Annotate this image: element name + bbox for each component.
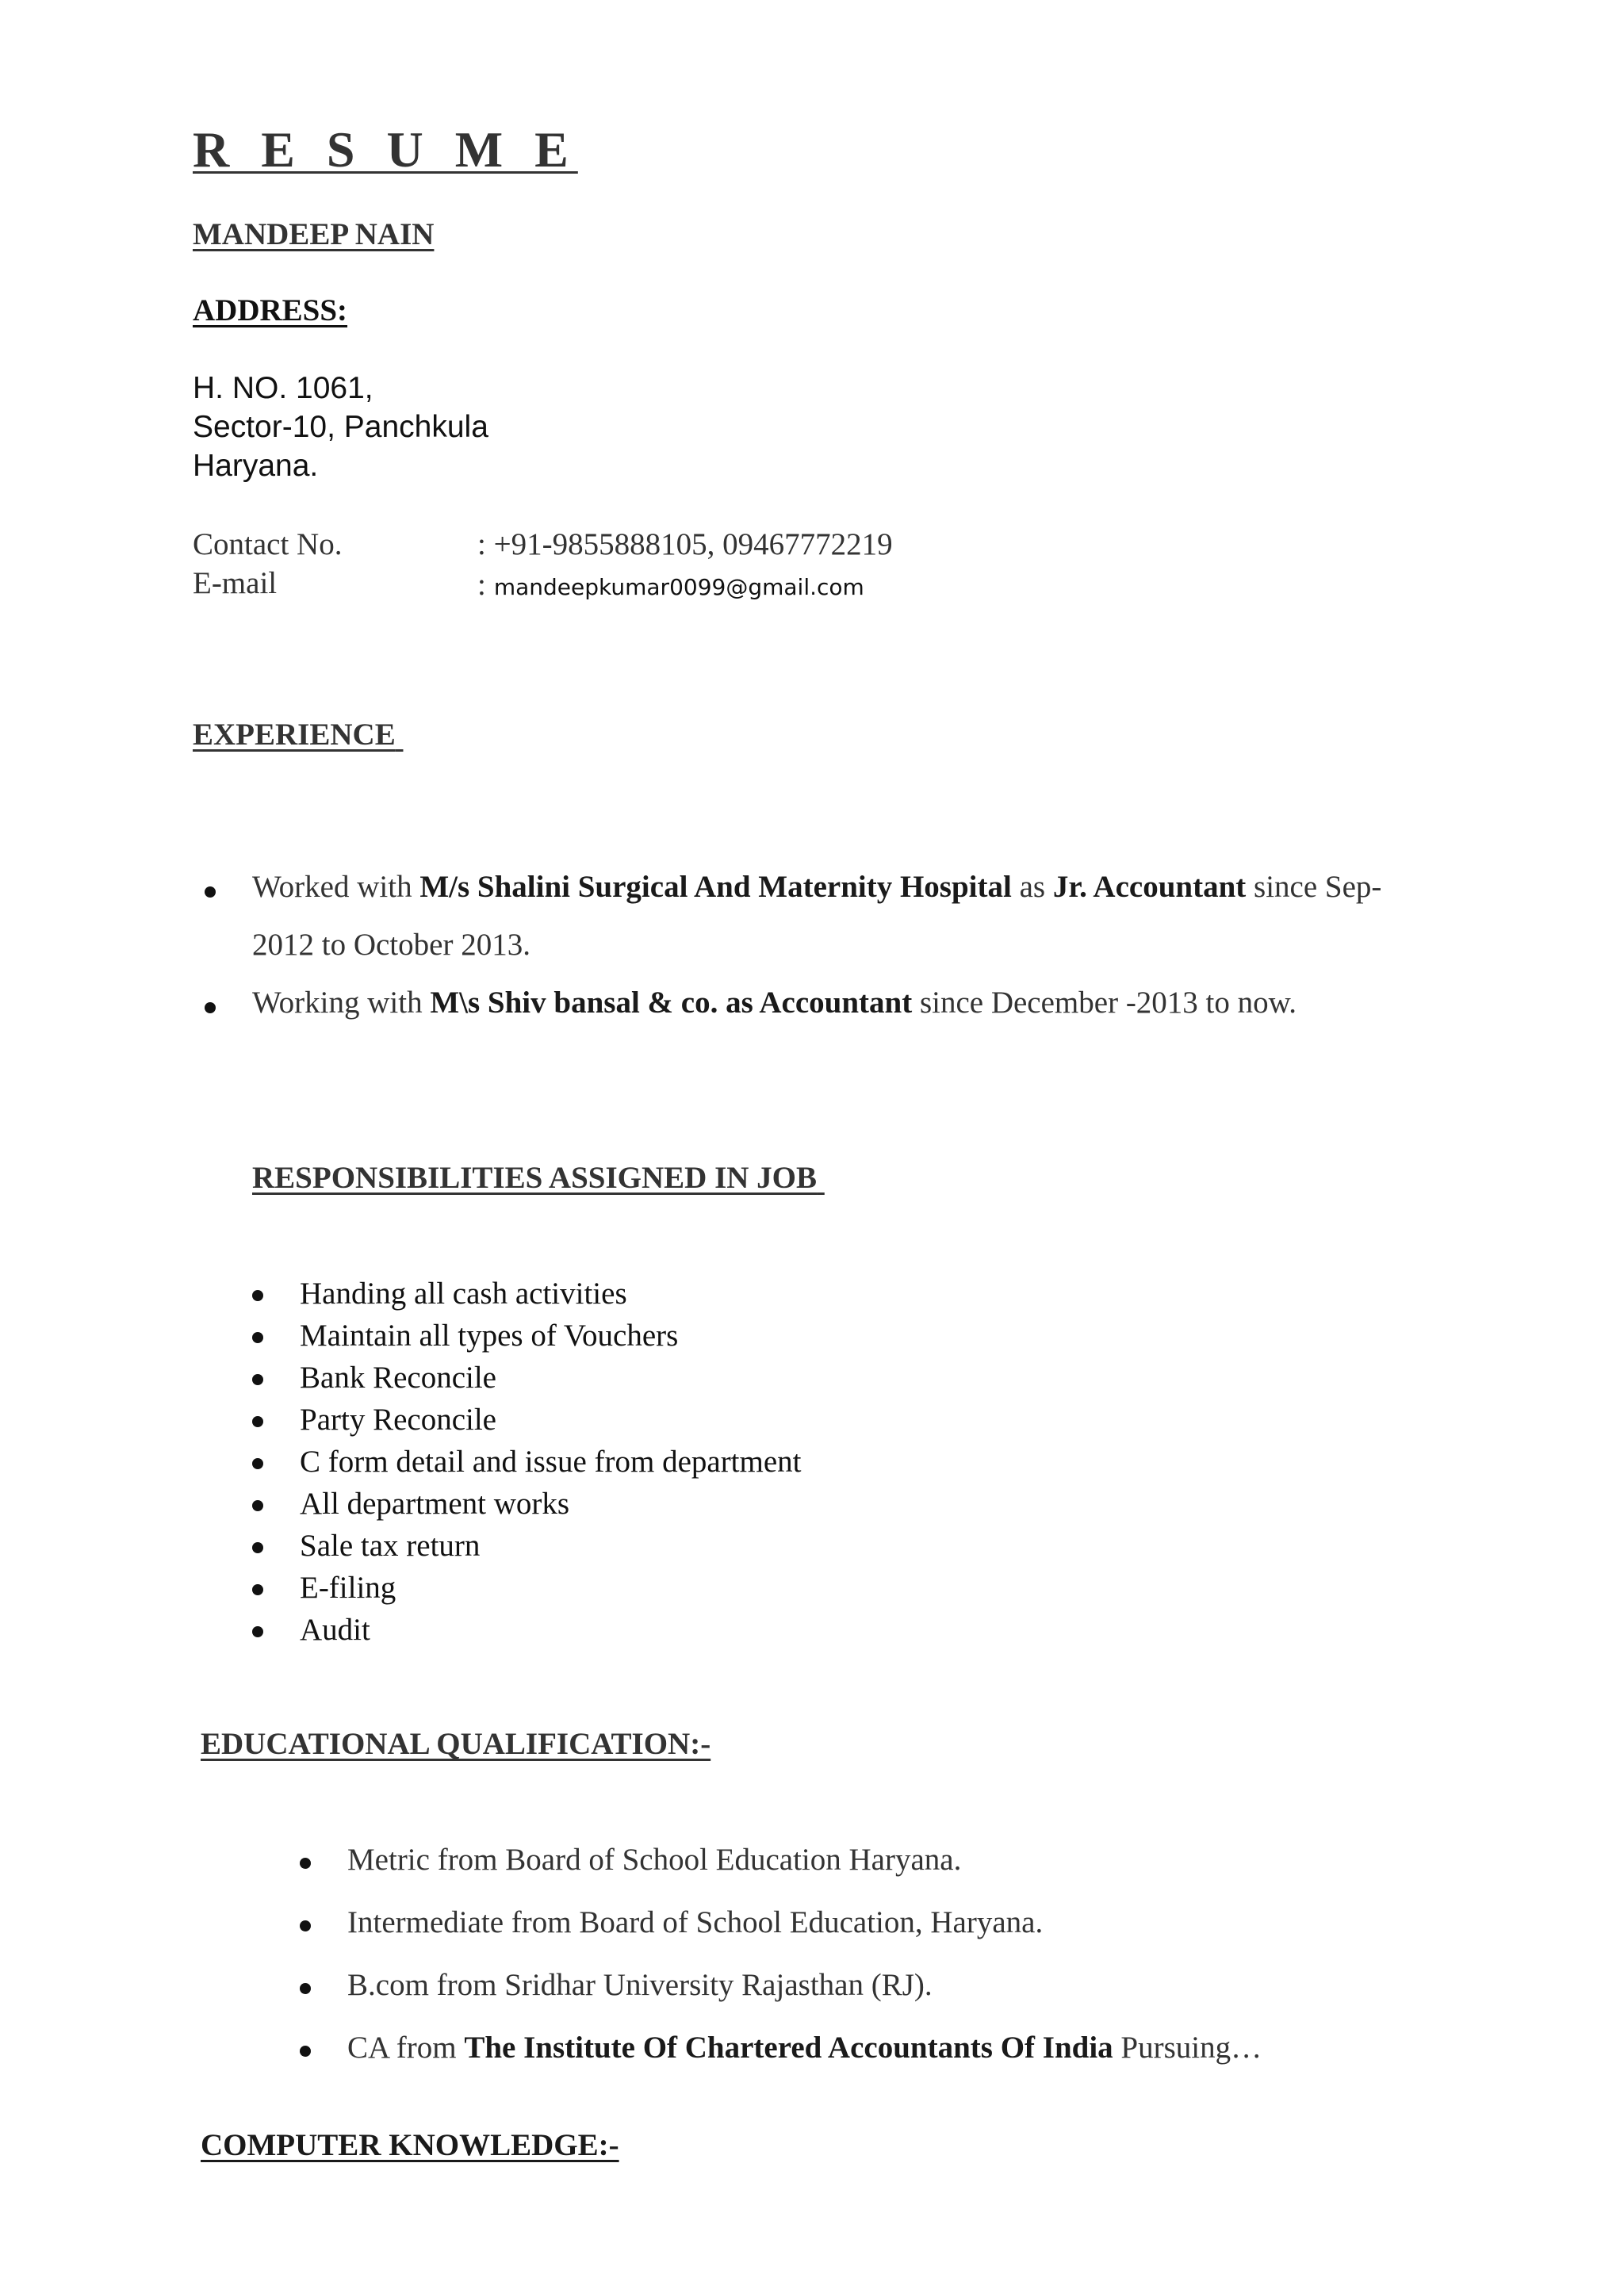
address-line-2: Sector-10, Panchkula [193, 410, 488, 444]
email-row [477, 567, 864, 603]
bullet-icon [252, 1290, 263, 1301]
bullet-icon [252, 1584, 263, 1595]
contact-value: : +91-9855888105, 09467772219 [477, 527, 893, 561]
email-value[interactable]: mandeepkumar0099@gmail.com [493, 574, 864, 600]
address-line-3: Haryana. [193, 449, 319, 483]
list-item: CA from The Institute Of Chartered Accountants Of India Pursuing… [347, 2030, 1262, 2065]
address-heading: ADDRESS: [193, 293, 348, 327]
bullet-icon [252, 1626, 263, 1637]
experience-heading: EXPERIENCE [193, 718, 396, 752]
list-item: B.com from Sridhar University Rajasthan (RJ). [347, 1967, 933, 2003]
bullet-icon [300, 1983, 311, 1994]
email-colon: : [477, 568, 486, 602]
address-line-1: H. NO. 1061, [193, 371, 373, 405]
bullet-icon [252, 1500, 263, 1511]
list-item-continuation: 2012 to October 2013. [252, 928, 530, 962]
bullet-icon [252, 1458, 263, 1469]
education-heading: EDUCATIONAL QUALIFICATION:- [201, 1727, 711, 1761]
list-item: Audit [300, 1612, 370, 1648]
bullet-icon [300, 2046, 311, 2057]
list-item: Maintain all types of Vouchers [300, 1318, 678, 1353]
list-item: E-filing [300, 1570, 396, 1606]
bullet-icon [205, 1002, 216, 1013]
list-item: Party Reconcile [300, 1402, 496, 1438]
list-item: Sale tax return [300, 1528, 480, 1564]
candidate-name: MANDEEP NAIN [193, 217, 435, 251]
list-item: Handing all cash activities [300, 1276, 627, 1311]
bullet-icon [300, 1858, 311, 1869]
list-item: All department works [300, 1486, 569, 1522]
bullet-icon [205, 886, 216, 898]
list-item: Worked with M/s Shalini Surgical And Maternity Hospital as Jr. Accountant since Sep- [252, 869, 1381, 905]
responsibilities-heading: RESPONSIBILITIES ASSIGNED IN JOB [252, 1161, 818, 1195]
bullet-icon [252, 1332, 263, 1343]
list-item: Working with M\s Shiv bansal & co. as Accountant since December -2013 to now. [252, 985, 1297, 1020]
computer-knowledge-heading: COMPUTER KNOWLEDGE:- [201, 2128, 619, 2162]
bullet-icon [300, 1920, 311, 1931]
bullet-icon [252, 1542, 263, 1553]
contact-label: Contact No. [193, 527, 343, 561]
list-item: Intermediate from Board of School Education, Haryana. [347, 1905, 1043, 1940]
list-item: Metric from Board of School Education Haryana. [347, 1842, 961, 1878]
resume-title: R E S U M E [193, 121, 578, 178]
list-item: C form detail and issue from department [300, 1444, 802, 1480]
email-label: E-mail [193, 566, 278, 600]
bullet-icon [252, 1374, 263, 1385]
bullet-icon [252, 1416, 263, 1427]
list-item: Bank Reconcile [300, 1360, 496, 1395]
